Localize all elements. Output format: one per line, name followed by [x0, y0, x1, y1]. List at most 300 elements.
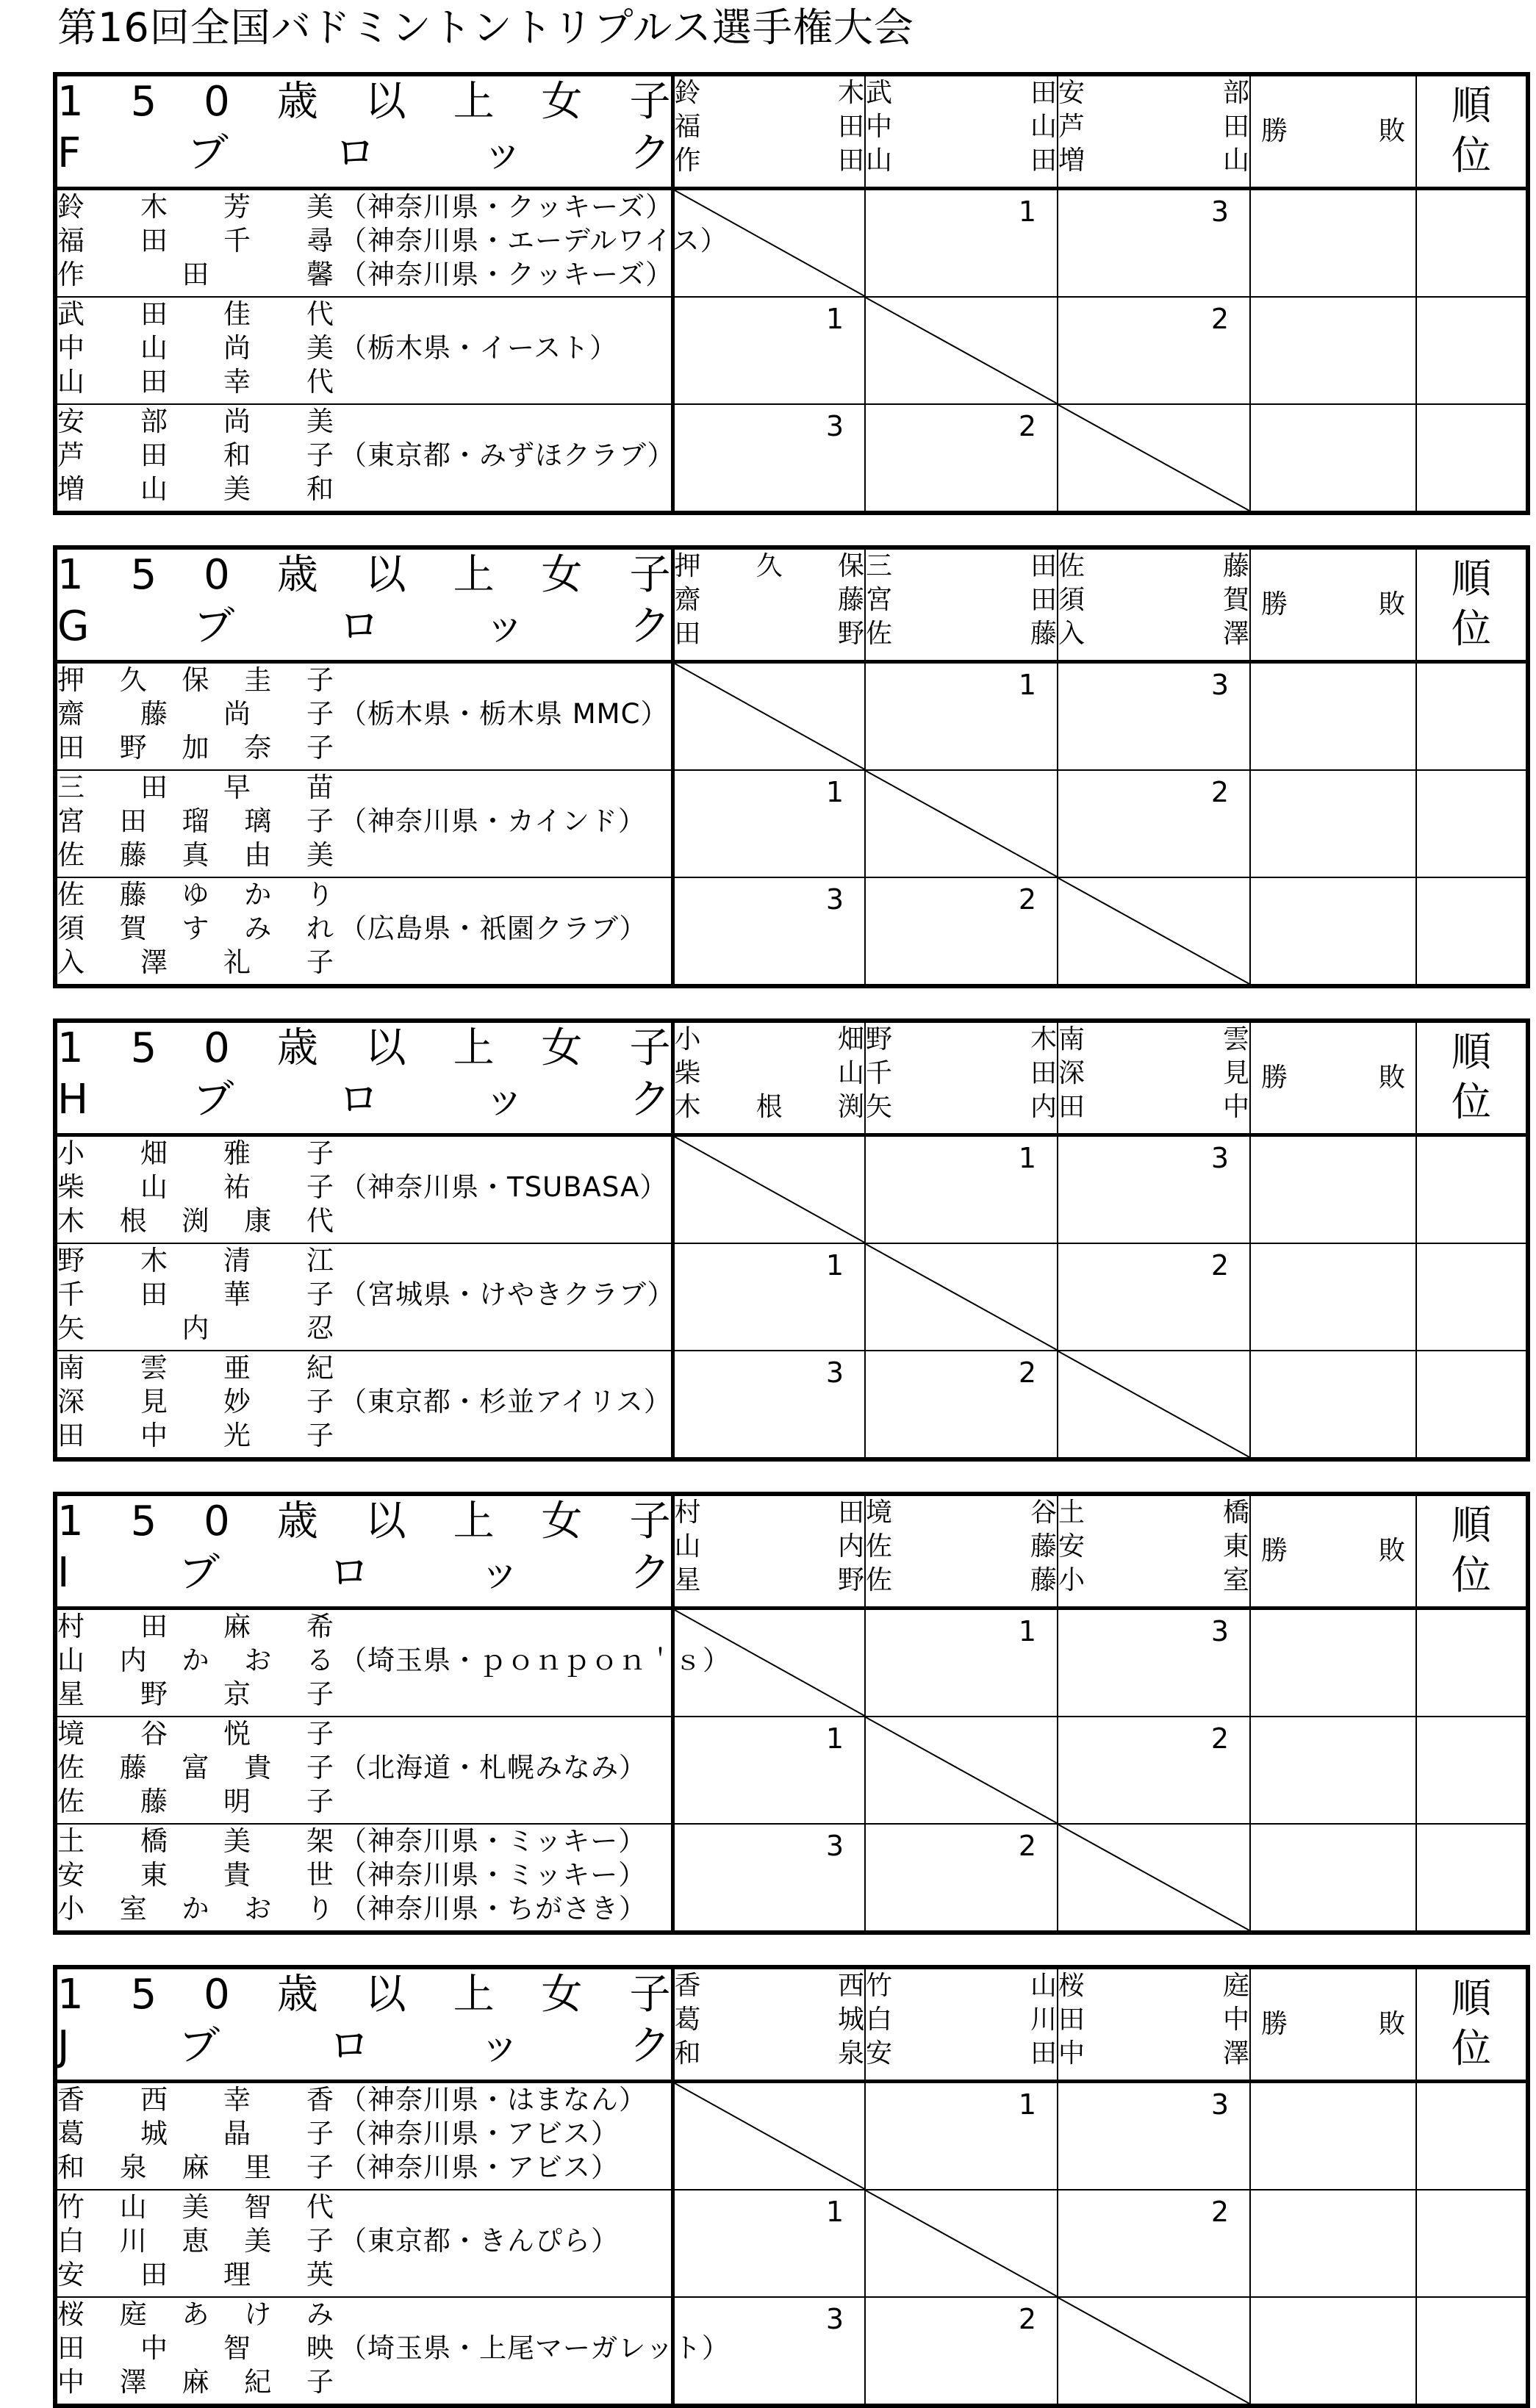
- player-line: [57, 1644, 731, 1678]
- player-line: [57, 1785, 671, 1819]
- char: 田: [119, 805, 147, 837]
- player-name: [57, 878, 334, 912]
- char: 白: [57, 2225, 85, 2257]
- match-order: 3: [1210, 2088, 1229, 2121]
- char: 木: [837, 78, 864, 108]
- char: 子: [306, 805, 334, 837]
- char: 田: [1030, 78, 1057, 108]
- char: 桜: [57, 2299, 85, 2330]
- team-members: [55, 1351, 672, 1459]
- player-line: [57, 805, 671, 838]
- char: 子: [306, 1678, 334, 1710]
- char: 世: [306, 1859, 334, 1891]
- char: 部: [140, 406, 168, 437]
- char: 山: [57, 366, 85, 398]
- rank-label-top: 順: [1451, 556, 1491, 602]
- win-loss-cell: [1250, 2190, 1416, 2297]
- char: 田: [57, 732, 85, 763]
- team-row: [55, 189, 1528, 298]
- char: 星: [57, 1678, 85, 1710]
- char: 中: [1222, 1092, 1249, 1122]
- win-loss-cell: [1250, 1243, 1416, 1351]
- char: 上: [453, 78, 495, 126]
- char: 美: [223, 473, 251, 505]
- loss-label: 敗: [1378, 116, 1405, 146]
- opponent-surname: [675, 1530, 865, 1564]
- player-affiliation: （神奈川県・ミッキー）: [340, 1825, 647, 1857]
- char: ロ: [338, 1076, 380, 1124]
- player-line: [57, 439, 675, 472]
- char: 保: [182, 664, 209, 696]
- opponent-surname: [866, 550, 1057, 583]
- char: ロ: [334, 129, 376, 177]
- char: 西: [837, 1971, 864, 2001]
- rank-cell: [1416, 1135, 1528, 1244]
- char: 美: [244, 2225, 272, 2257]
- char: 清: [223, 1245, 251, 1276]
- char: 野: [119, 732, 147, 763]
- player-name: [57, 1351, 334, 1385]
- team-members: [55, 404, 675, 513]
- char: 田: [140, 1279, 168, 1310]
- team-row: [55, 662, 1528, 771]
- char: 代: [306, 298, 334, 330]
- char: 田: [140, 439, 168, 471]
- match-order: 1: [825, 776, 844, 808]
- char: 賀: [1222, 585, 1249, 615]
- char: 千: [866, 1058, 893, 1088]
- block-category: [57, 76, 671, 128]
- player-name: [57, 1244, 334, 1278]
- char: 安: [866, 2038, 893, 2069]
- match-order: 1: [825, 1249, 844, 1282]
- char: 見: [1222, 1058, 1249, 1088]
- match-cell: [672, 2082, 865, 2190]
- round-robin-block: [53, 72, 1530, 515]
- player-line: [57, 912, 671, 946]
- char: 代: [306, 366, 334, 398]
- match-cell: [865, 2082, 1058, 2190]
- char: か: [182, 1893, 209, 1924]
- char: 入: [57, 946, 85, 978]
- char: 女: [541, 1498, 583, 1545]
- char: 田: [837, 145, 864, 176]
- player-line: [57, 1717, 671, 1751]
- player-affiliation: （神奈川県・エーデルワイス）: [340, 225, 728, 256]
- char: 子: [306, 698, 334, 730]
- char: み: [244, 913, 272, 944]
- char: 押: [674, 551, 701, 581]
- char: ッ: [484, 603, 525, 650]
- char: 葛: [57, 2118, 85, 2149]
- char: 久: [756, 551, 783, 581]
- char: 室: [1222, 1565, 1249, 1595]
- player-name: [57, 1785, 334, 1819]
- player-name: [57, 439, 334, 472]
- char: ク: [629, 603, 671, 650]
- opponent-header: [1058, 1021, 1250, 1135]
- char: 谷: [140, 1718, 168, 1750]
- loss-label: 敗: [1378, 589, 1405, 619]
- opponent-surname: [1058, 110, 1249, 144]
- rank-cell: [1416, 1717, 1528, 1824]
- player-line: [57, 1244, 671, 1278]
- char: 尚: [223, 406, 251, 437]
- match-cell: [1058, 189, 1250, 298]
- char: 芦: [1058, 112, 1085, 142]
- win-loss-header: [1250, 74, 1416, 189]
- team-row: [55, 770, 1528, 877]
- char: 安: [1058, 1531, 1085, 1561]
- rank-cell: [1416, 662, 1528, 771]
- opponent-surname: [866, 1530, 1057, 1564]
- opponent-surname: [675, 583, 865, 617]
- rank-cell: [1416, 2190, 1528, 2297]
- char: 子: [306, 1786, 334, 1817]
- char: 室: [119, 1893, 147, 1924]
- char: 保: [837, 551, 864, 581]
- char: 雲: [1222, 1024, 1249, 1054]
- char: 佐: [57, 1752, 85, 1783]
- match-order: 2: [1210, 2196, 1229, 2228]
- char: 田: [837, 112, 864, 142]
- player-line: [57, 472, 671, 506]
- char: ロ: [329, 1549, 370, 1597]
- opponent-header: [672, 1494, 865, 1609]
- opponent-header: [865, 1967, 1058, 2082]
- rank-label-top: 順: [1451, 82, 1491, 129]
- char: 城: [837, 2005, 864, 2035]
- team-row: [55, 1351, 1528, 1459]
- player-name: [57, 190, 334, 224]
- player-line: [57, 1419, 671, 1453]
- self-match-diagonal: [1058, 1351, 1249, 1457]
- char: 佐: [57, 839, 85, 871]
- player-line: [57, 731, 671, 765]
- self-match-diagonal: [675, 190, 865, 296]
- player-line: [57, 1171, 671, 1204]
- player-affiliation: （埼玉県・ｐｏｎｐｏｎ＇ｓ）: [340, 1645, 731, 1676]
- self-match-diagonal: [866, 771, 1057, 877]
- char: 1: [57, 1498, 84, 1545]
- match-cell: [1058, 1717, 1250, 1824]
- win-loss-cell: [1250, 2297, 1416, 2406]
- char: す: [182, 913, 209, 944]
- char: 0: [204, 1498, 230, 1545]
- char: I: [57, 1549, 70, 1597]
- opponent-surname: [675, 617, 865, 651]
- rank-label-bottom: 位: [1451, 1552, 1491, 1598]
- team-row: [55, 1609, 1528, 1717]
- char: 芳: [223, 191, 251, 223]
- char: 福: [674, 112, 701, 142]
- char: れ: [306, 913, 334, 944]
- char: 田: [1030, 145, 1057, 176]
- char: 増: [1058, 145, 1085, 176]
- match-cell: [1058, 662, 1250, 771]
- self-match-diagonal: [675, 1137, 865, 1243]
- rank-cell: [1416, 189, 1528, 298]
- opponent-header: [865, 547, 1058, 662]
- char: 明: [223, 1786, 251, 1817]
- player-name: [57, 2258, 334, 2292]
- opponent-surname: [866, 1564, 1057, 1597]
- char: G: [57, 603, 90, 650]
- match-cell: [865, 297, 1058, 404]
- char: 渕: [182, 1205, 209, 1237]
- char: 里: [244, 2152, 272, 2183]
- char: ロ: [338, 603, 380, 650]
- block-title: [55, 74, 672, 189]
- char: 野: [140, 1678, 168, 1710]
- char: 子: [629, 1971, 671, 2019]
- char: J: [57, 2022, 70, 2070]
- block-category: [57, 1023, 671, 1074]
- player-name: [57, 1892, 334, 1926]
- rank-label-bottom: 位: [1451, 1079, 1491, 1125]
- opponent-surname: [1058, 550, 1249, 583]
- char: 子: [306, 1171, 334, 1203]
- char: 子: [306, 1386, 334, 1417]
- self-match-diagonal: [866, 2190, 1057, 2296]
- char: 作: [57, 259, 85, 290]
- loss-label: 敗: [1378, 1536, 1405, 1566]
- opponent-surname: [1058, 617, 1249, 651]
- loss-label: 敗: [1378, 2009, 1405, 2039]
- opponent-surname: [1058, 1023, 1249, 1057]
- char: 部: [1222, 78, 1249, 108]
- opponent-surname: [675, 1564, 865, 1597]
- opponent-header: [672, 1021, 865, 1135]
- char: 澤: [140, 946, 168, 978]
- char: 祐: [223, 1171, 251, 1203]
- team-row: [55, 2190, 1528, 2297]
- opponent-surname: [1058, 1057, 1249, 1090]
- char: 中: [866, 112, 893, 142]
- player-name: [57, 258, 334, 292]
- char: 加: [182, 732, 209, 763]
- char: 山: [1030, 1971, 1057, 2001]
- loss-label: 敗: [1378, 1063, 1405, 1093]
- self-match-diagonal: [1058, 878, 1249, 984]
- match-cell: [1058, 297, 1250, 404]
- match-order: 2: [1018, 883, 1036, 916]
- char: 香: [674, 1971, 701, 2001]
- char: 女: [541, 1024, 583, 1072]
- match-cell: [672, 1351, 865, 1459]
- opponent-header: [1058, 1494, 1250, 1609]
- player-line: [57, 771, 671, 805]
- char: F: [57, 129, 82, 177]
- char: 子: [306, 2118, 334, 2149]
- char: 中: [140, 1420, 168, 1451]
- char: 中: [57, 2366, 85, 2398]
- match-cell: [1058, 1609, 1250, 1717]
- player-line: [57, 2298, 671, 2332]
- team-row: [55, 1135, 1528, 1244]
- match-cell: [865, 1609, 1058, 1717]
- char: 渕: [837, 1092, 864, 1122]
- char: 竹: [866, 1971, 893, 2001]
- match-cell: [672, 1243, 865, 1351]
- char: り: [306, 1893, 334, 1924]
- char: 木: [140, 191, 168, 223]
- char: 華: [223, 1279, 251, 1310]
- char: 内: [1030, 1092, 1057, 1122]
- char: 葛: [674, 2005, 701, 2035]
- char: 田: [140, 1611, 168, 1642]
- match-cell: [865, 877, 1058, 986]
- player-name: [57, 771, 334, 805]
- char: 子: [306, 1420, 334, 1451]
- rank-label-bottom: 位: [1451, 605, 1491, 652]
- opponent-surname: [675, 1057, 865, 1090]
- char: 福: [57, 225, 85, 256]
- char: ブ: [193, 603, 235, 650]
- char: 田: [1030, 1058, 1057, 1088]
- char: 須: [1058, 585, 1085, 615]
- team-members: [55, 2082, 672, 2190]
- char: 澤: [119, 2366, 147, 2398]
- block-title: [55, 1967, 672, 2082]
- match-order: 3: [1210, 195, 1229, 228]
- char: 田: [837, 1498, 864, 1528]
- char: 根: [756, 1092, 783, 1122]
- player-line: [57, 946, 671, 980]
- char: 田: [674, 619, 701, 649]
- opponent-surname: [675, 2003, 865, 2037]
- char: 璃: [244, 805, 272, 837]
- char: 藤: [119, 1752, 147, 1783]
- match-order: 2: [1018, 2303, 1036, 2335]
- player-affiliation: （東京都・みずほクラブ）: [340, 439, 675, 471]
- win-loss-cell: [1250, 770, 1416, 877]
- player-name: [57, 2083, 334, 2117]
- char: 矢: [866, 1092, 893, 1122]
- char: 畑: [837, 1024, 864, 1054]
- match-cell: [865, 2297, 1058, 2406]
- player-name: [57, 1678, 334, 1711]
- win-label: 勝: [1261, 116, 1288, 146]
- char: る: [306, 1645, 334, 1676]
- player-affiliation: （神奈川県・TSUBASA）: [340, 1171, 668, 1203]
- player-name: [57, 1171, 334, 1204]
- match-cell: [865, 189, 1058, 298]
- char: 畑: [140, 1137, 168, 1169]
- opponent-surname: [1058, 144, 1249, 178]
- char: 宮: [57, 805, 85, 837]
- char: お: [244, 1645, 272, 1676]
- win-loss-cell: [1250, 1717, 1416, 1824]
- char: 由: [244, 839, 272, 871]
- match-cell: [672, 1824, 865, 1933]
- char: 以: [365, 1971, 406, 2019]
- block-name: [57, 601, 671, 653]
- team-row: [55, 2297, 1528, 2406]
- player-name: [57, 2190, 334, 2224]
- player-line: [57, 2117, 671, 2151]
- char: 恵: [182, 2225, 209, 2257]
- char: 木: [1030, 1024, 1057, 1054]
- char: 安: [57, 2259, 85, 2290]
- player-name: [57, 2332, 334, 2365]
- self-match-diagonal: [675, 2083, 865, 2189]
- char: 麻: [223, 1611, 251, 1642]
- opponent-surname: [1058, 1090, 1249, 1124]
- player-name: [57, 1385, 334, 1419]
- char: 子: [306, 1718, 334, 1750]
- char: 礼: [223, 946, 251, 978]
- block-title: [55, 1494, 672, 1609]
- player-name: [57, 1204, 334, 1238]
- player-line: [57, 1312, 671, 1345]
- player-name: [57, 2365, 334, 2399]
- match-order: 1: [1018, 669, 1036, 701]
- char: 白: [866, 2005, 893, 2035]
- char: 希: [306, 1611, 334, 1642]
- char: 和: [306, 473, 334, 505]
- char: 田: [1030, 2038, 1057, 2069]
- player-affiliation: （神奈川県・ミッキー）: [340, 1859, 647, 1891]
- char: 安: [1058, 78, 1085, 108]
- char: 瑠: [182, 805, 209, 837]
- char: 鈴: [674, 78, 701, 108]
- match-cell: [865, 1243, 1058, 1351]
- char: 小: [1058, 1565, 1085, 1595]
- char: お: [244, 1893, 272, 1924]
- char: 川: [1030, 2005, 1057, 2035]
- rank-header: [1416, 74, 1528, 189]
- team-row: [55, 1717, 1528, 1824]
- char: 悦: [223, 1718, 251, 1750]
- char: ブ: [179, 2022, 220, 2070]
- opponent-surname: [866, 617, 1057, 651]
- match-cell: [672, 770, 865, 877]
- char: 架: [306, 1825, 334, 1857]
- player-line: [57, 1678, 671, 1711]
- char: 三: [57, 772, 85, 803]
- rank-header: [1416, 547, 1528, 662]
- opponent-surname: [1058, 2003, 1249, 2037]
- rank-cell: [1416, 770, 1528, 877]
- match-cell: [1058, 1824, 1250, 1933]
- match-order: 1: [825, 303, 844, 335]
- player-name: [57, 1419, 334, 1453]
- opponent-surname: [675, 1496, 865, 1530]
- player-line: [57, 258, 674, 292]
- rank-cell: [1416, 404, 1528, 513]
- opponent-surname: [866, 1057, 1057, 1090]
- char: 苗: [306, 772, 334, 803]
- rank-cell: [1416, 1351, 1528, 1459]
- opponent-surname: [1058, 1969, 1249, 2003]
- win-loss-cell: [1250, 2082, 1416, 2190]
- char: 馨: [306, 259, 334, 290]
- team-row: [55, 297, 1528, 404]
- player-affiliation: （神奈川県・アビス）: [340, 2152, 619, 2183]
- char: 桜: [1058, 1971, 1085, 2001]
- char: ク: [629, 2022, 671, 2070]
- rank-label-bottom: 位: [1451, 2025, 1491, 2071]
- char: 野: [866, 1024, 893, 1054]
- char: ブ: [179, 1549, 220, 1597]
- char: 竹: [57, 2191, 85, 2223]
- match-order: 1: [825, 2196, 844, 2228]
- match-order: 3: [825, 1356, 844, 1389]
- player-line: [57, 2083, 671, 2117]
- team-members: [55, 1824, 672, 1933]
- match-cell: [865, 662, 1058, 771]
